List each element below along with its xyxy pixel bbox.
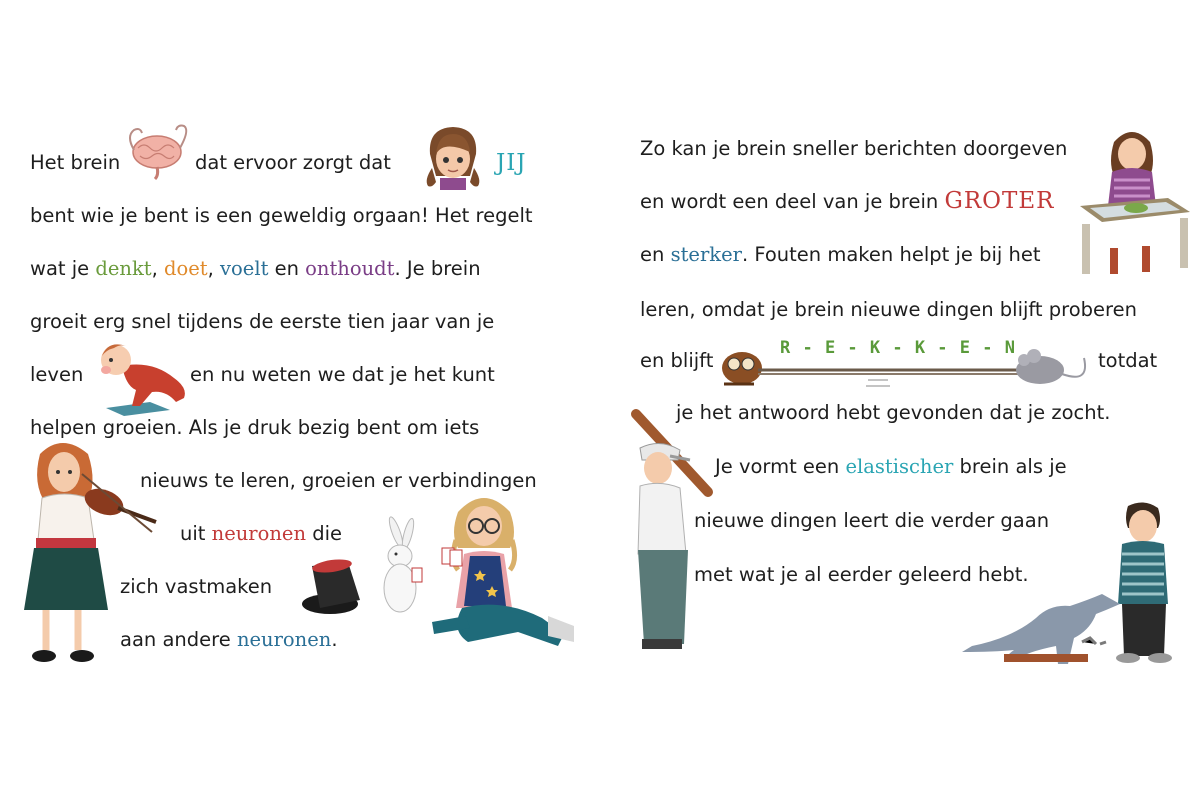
text-line-r9: met wat je al eerder geleerd hebt. xyxy=(694,563,1029,586)
word-denkt: denkt xyxy=(95,257,152,280)
text-line-4: groeit erg snel tijdens de eerste tien jaar van je xyxy=(30,310,495,333)
word-rekken: R - E - K - K - E - N xyxy=(780,338,1016,358)
text-line-r3 xyxy=(640,242,1040,268)
text-segment: dat ervoor zorgt dat xyxy=(195,151,391,174)
baseball-boy xyxy=(626,412,736,674)
text-line-r8: nieuwe dingen leert die verder gaan xyxy=(694,509,1050,532)
word-jij: JIJ xyxy=(496,150,527,176)
text-segment: Je vormt een xyxy=(715,455,840,478)
text-segment: aan andere xyxy=(120,628,231,651)
brain-icon xyxy=(120,124,192,180)
text-line-8 xyxy=(180,521,342,547)
text-line-5a: leven xyxy=(30,363,84,386)
word-voelt: voelt xyxy=(220,257,269,280)
word-groter: GROTER xyxy=(944,188,1055,214)
text-segment: uit xyxy=(180,522,206,545)
text-line-r4: leren, omdat je brein nieuwe dingen blijft proberen xyxy=(640,298,1137,321)
text-line-9: zich vastmaken xyxy=(120,575,273,598)
text-line-r7 xyxy=(715,454,1067,480)
text-segment: Het brein xyxy=(30,151,121,174)
text-line-1 xyxy=(30,150,120,176)
text-line-1b xyxy=(195,150,391,176)
text-segment: . xyxy=(331,628,338,651)
card-girl xyxy=(428,490,578,665)
text-segment: en xyxy=(274,257,299,280)
text-segment: . Fouten maken helpt je bij het xyxy=(741,243,1041,266)
word-neuronen-2: neuronen xyxy=(236,628,332,651)
crawling-baby xyxy=(92,336,200,416)
text-line-r6: je het antwoord hebt gevonden dat je zocht. xyxy=(676,401,1111,424)
text-line-5b: en nu weten we dat je het kunt xyxy=(190,363,495,386)
text-line-r5a: en blijft xyxy=(640,349,714,372)
text-line-10 xyxy=(120,627,338,653)
text-segment: wat je xyxy=(30,257,90,280)
text-segment: . Je brein xyxy=(394,257,481,280)
magic-hat xyxy=(300,558,370,620)
desk-girl xyxy=(1080,128,1192,288)
rabbit xyxy=(372,528,428,616)
word-onthoudt: onthoudt xyxy=(305,257,395,280)
text-line-2: bent wie je bent is een geweldig orgaan! Het regelt xyxy=(30,204,533,227)
text-segment: brein als je xyxy=(959,455,1067,478)
text-line-r1: Zo kan je brein sneller berichten doorgeven xyxy=(640,137,1068,160)
comma: , xyxy=(151,257,158,280)
word-sterker: sterker xyxy=(670,243,742,266)
word-doet: doet xyxy=(164,257,208,280)
comma: , xyxy=(207,257,214,280)
text-line-r5b: totdat xyxy=(1098,349,1158,372)
girl-face xyxy=(420,124,486,190)
word-elastischer: elastischer xyxy=(845,455,954,478)
text-line-r2 xyxy=(640,188,1054,215)
text-line-7: nieuws te leren, groeien er verbindingen xyxy=(140,469,537,492)
text-segment: en wordt een deel van je brein xyxy=(640,190,939,213)
text-segment: en xyxy=(640,243,665,266)
text-segment: die xyxy=(312,522,343,545)
word-neuronen: neuronen xyxy=(211,522,307,545)
right-page xyxy=(600,0,1200,800)
text-line-1c xyxy=(496,150,527,177)
text-line-3 xyxy=(30,256,481,282)
text-line-6: helpen groeien. Als je druk bezig bent om iets xyxy=(30,416,480,439)
